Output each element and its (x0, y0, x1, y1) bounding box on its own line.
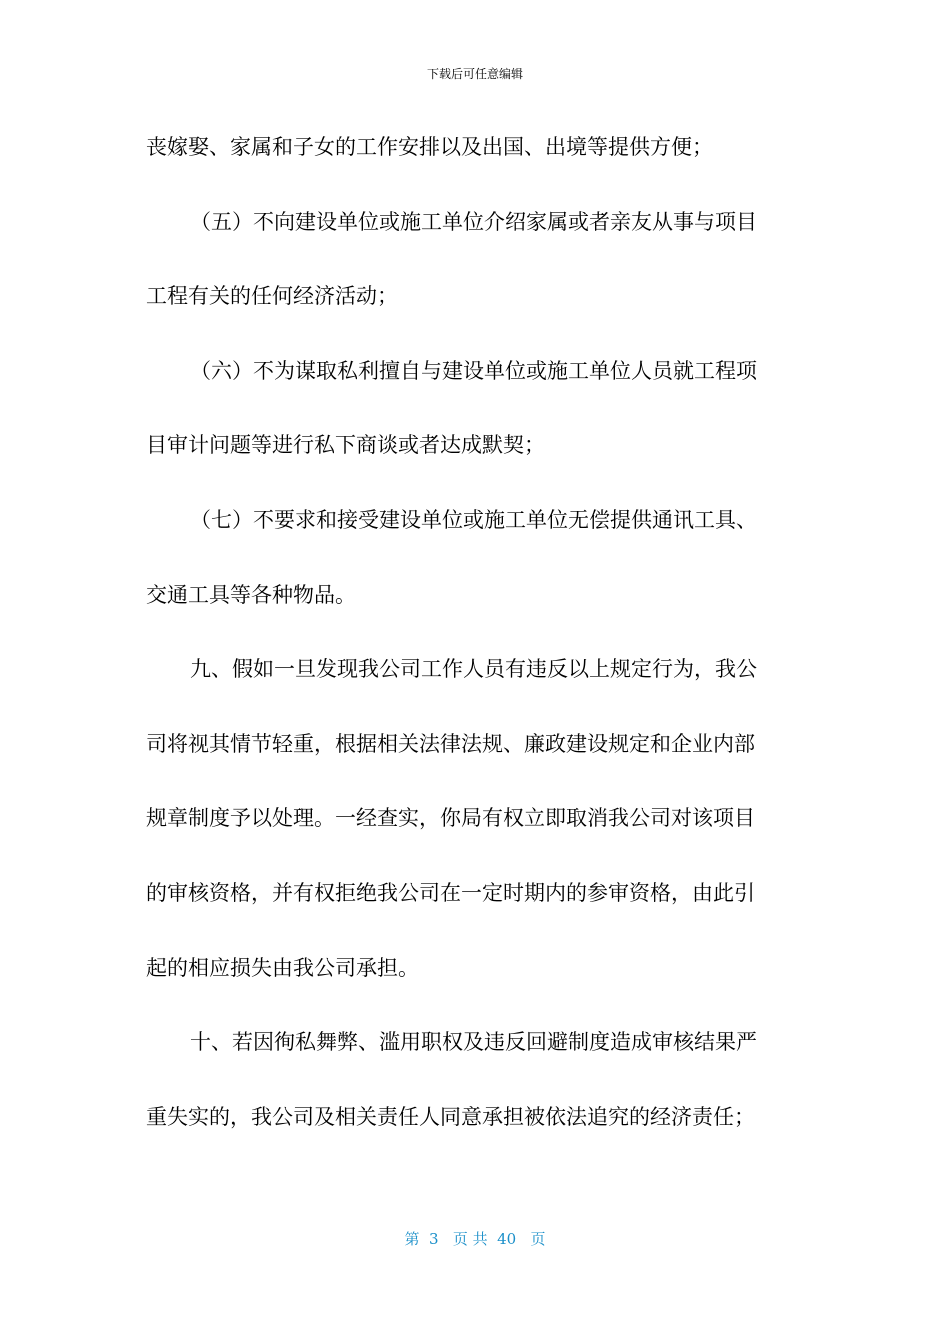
text-line: 目审计问题等进行私下商谈或者达成默契； (146, 433, 545, 458)
text-line: 工程有关的任何经济活动； (146, 284, 398, 309)
text-line: 的审核资格，并有权拒绝我公司在一定时期内的参审资格，由此引 (146, 880, 755, 905)
text-line: 司将视其情节轻重，根据相关法律法规、廉政建设规定和企业内部 (146, 731, 755, 756)
text-line: 交通工具等各种物品。 (146, 582, 356, 607)
text-line: 重失实的，我公司及相关责任人同意承担被依法追究的经济责任； (146, 1104, 755, 1129)
text-line: 九、假如一旦发现我公司工作人员有违反以上规定行为，我公 (190, 657, 757, 682)
text-line: （七）不要求和接受建设单位或施工单位无偿提供通讯工具、 (190, 507, 757, 532)
text-line: （五）不向建设单位或施工单位介绍家属或者亲友从事与项目 (190, 209, 757, 234)
document-body (146, 125, 806, 1169)
text-line: 规章制度予以处理。一经查实，你局有权立即取消我公司对该项目 (146, 806, 755, 831)
page-header: 下载后可任意编辑 (426, 67, 523, 81)
text-line: 丧嫁娶、家属和子女的工作安排以及出国、出境等提供方便； (146, 135, 713, 159)
page-footer: 第 3 页 共 40 页 (404, 1230, 546, 1248)
text-line: 起的相应损失由我公司承担。 (146, 955, 419, 980)
text-line: 十、若因徇私舞弊、滥用职权及违反回避制度造成审核结果严 (190, 1030, 757, 1055)
text-line: （六）不为谋取私利擅自与建设单位或施工单位人员就工程项 (190, 358, 757, 383)
